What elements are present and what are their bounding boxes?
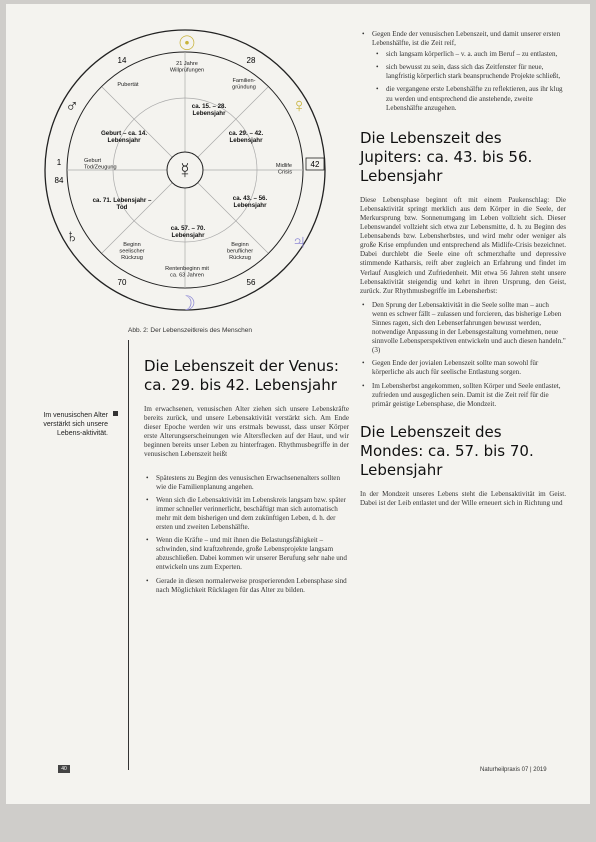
label-line: Beginn — [123, 242, 141, 248]
page-number-badge — [58, 765, 70, 773]
list-item-text: Gegen Ende der venusischen Lebenszeit, und damit unserer ersten Lebenshälfte, ist die Zeit reif, — [372, 30, 561, 48]
life-cycle-diagram — [24, 20, 344, 330]
label-21-jahre — [170, 61, 204, 73]
label-geburt-tod — [84, 158, 117, 170]
saturn-icon: ♄ — [65, 226, 79, 246]
age-84: 84 — [54, 176, 64, 185]
label-line: Rentenbeginn mit — [165, 266, 209, 272]
label-line: 21 Jahre — [176, 61, 198, 67]
label-geburt-14 — [101, 130, 147, 144]
sub-list-item: • die vergangene erste Lebenshälfte zu reflektieren, aus ihr klug zu werden und entsprechend die anstehende, zweite Lebenshälfte anzugehen. — [386, 85, 566, 112]
label-line: beruflicher — [226, 248, 254, 255]
venus-list — [144, 474, 349, 595]
label-line: Willprüfungen — [169, 67, 205, 74]
age-28: 28 — [246, 56, 256, 65]
jupiter-paragraph: Diese Lebensphase beginnt oft mit einem Paukenschlag: Die Lebensaktivität springt merklich aus dem Körper in die Seele, der Merkursprung bzw. Sonnenumgang im Leben vollzieht sich. Dieser Lebenswandel vollzieht sich etwa zur Lebensmitte, d. h. zu Beginn des Lebensabends bzw. Lebensherbstes, und wird mehr oder weniger als große Krise empfunden und entsprechend als Midlife-Crisis bezeichnet. Dabei durchlebt die Seele eine oft schmerzhafte und depressive stimmende Katharsis, reift aber zugleich an Erfahrung und findet im Verlauf Ausgleich und Zufriedenheit. Mit etwa 56 Jahren steht unsere Lebensaktivität steigendig und kehrt in ihren Ursprung, den Geist, zurück. Zur Rhythmusbegriffe im Lebensherbst: — [360, 195, 566, 295]
mars-icon: ♂ — [65, 96, 79, 116]
label-familiengruendung — [232, 78, 256, 90]
sub-list — [372, 50, 566, 113]
page-number: 40 — [61, 766, 67, 772]
label-line: Lebensjahr — [192, 110, 226, 118]
venus-icon: ♀ — [291, 95, 307, 117]
label-midlife-crisis — [276, 163, 292, 175]
age-70: 70 — [117, 278, 127, 287]
magazine-footer: Naturheilpraxis 07 | 2019 — [480, 767, 547, 773]
age-14: 14 — [117, 56, 127, 65]
label-line: Lebensjahr — [229, 137, 263, 145]
jupiter-list — [360, 301, 566, 409]
sidebar-note: Im venusischen Alter verstärkt sich unsere Lebens-aktivität. — [43, 412, 108, 437]
venus-heading: Die Lebenszeit der Venus: ca. 29. bis 42. Lebensjahr — [144, 357, 339, 394]
jupiter-icon: ♃ — [291, 231, 307, 253]
label-line: Midlife — [275, 163, 292, 169]
label-15-28 — [192, 103, 227, 117]
label-beruflicher-rueckzug — [227, 242, 253, 261]
label-line: Pubertät — [117, 82, 139, 88]
label-line: Crisis — [278, 169, 292, 176]
left-column — [144, 357, 349, 603]
label-line: Rückzug — [229, 254, 251, 261]
label-43-56 — [233, 195, 268, 209]
age-1: 1 — [56, 158, 62, 167]
venus-paragraph: Im erwachsenen, venusischen Alter ziehen sich unsere Lebenskräfte bereits zurück, und unsere Lebensaktivität verstärkt sich. Am Ende dieser Epoche werden wir uns erstmals bewusst, dass unser Körper erste Alterungserscheinungen wie Altersflecken auf der Haut, und wir beginnen bereits unser Leben zu hinterfragen. Rhythmusbegriffe in der venusischen Lebenszeit heißt — [144, 405, 349, 459]
list-item: • Gegen Ende der jovialen Lebenszeit sollte man sowohl für körperliche als auch für seelische Entlastung sorgen. — [372, 359, 566, 377]
label-seelischer-rueckzug — [119, 242, 144, 261]
mercury-icon: ☿ — [176, 158, 194, 183]
sun-icon: ☉ — [178, 33, 196, 55]
label-57-70 — [171, 225, 206, 239]
list-item: • Wenn sich die Lebensaktivität im Lebenskreis langsam bzw. später immer schneller verinnerlicht, beschäftigt man sich automatisch mehr mit dem bisherigen und dem zukünftigen Leben, d. h. der ersten und zweiten Lebenshälfte. — [156, 496, 349, 532]
label-line: Lebensjahr — [107, 137, 141, 145]
moon-icon: ☽ — [178, 293, 196, 315]
right-column — [360, 30, 566, 513]
label-line: Tod/Zeugung — [84, 164, 117, 171]
age-56: 56 — [246, 278, 256, 287]
list-item — [372, 30, 566, 113]
list-item: • Im Lebensherbst angekommen, sollten Körper und Seele entlastet, zufrieden und ausgeglichen sein. Damit ist die Zeit reif für die primär geistige Lebensphase, die Mondzeit. — [372, 382, 566, 409]
label-line: Familien- — [232, 78, 256, 84]
label-line: seelischer — [119, 248, 145, 255]
label-line: Tod — [116, 204, 128, 212]
label-29-42 — [229, 130, 264, 144]
sub-list-item: • sich bewusst zu sein, dass sich das Zeitfenster für neue, langfristig körperlich stark beanspruchende Projekte schließt, — [386, 63, 566, 81]
label-line: ca. 57. – 70. — [170, 225, 206, 232]
label-line: Rückzug — [121, 254, 143, 261]
list-item: • Spätestens zu Beginn des venusischen Erwachsenenalters sollten wie die Familienplanung angehen. — [156, 474, 349, 492]
label-rentenbeginn — [165, 266, 209, 278]
age-42: 42 — [310, 160, 320, 169]
moon-heading: Die Lebenszeit des Mondes: ca. 57. bis 70. Lebensjahr — [360, 422, 534, 479]
column-rule — [128, 340, 129, 770]
label-line: ca. 15. – 28. — [191, 103, 227, 110]
label-line: Beginn — [231, 242, 249, 248]
label-71-tod — [93, 197, 152, 211]
label-line: ca. 29. – 42. — [228, 130, 264, 137]
moon-paragraph: In der Mondzeit unseres Lebens steht die Lebensaktivität im Geist. Dabei ist der Leib entlastet und der Wille erneuert sich in Richtung und — [360, 489, 566, 507]
label-line: ca. 71. Lebensjahr – — [92, 197, 152, 204]
label-pubertaet — [117, 82, 139, 88]
label-line: Geburt — [84, 158, 102, 164]
list-item: • Wenn die Kräfte – und mit ihnen die Belastungsfähigkeit – schwinden, sind kraftzehrende, große Lebensprojekte langsam abzuschließen. Dabei kommen wir unserer Berufung sehr nahe und entwickeln uns zum Experten. — [156, 536, 349, 572]
label-line: gründung — [232, 84, 256, 91]
venus-end-list — [360, 30, 566, 113]
sidebar-bullet-icon — [113, 411, 118, 416]
label-line: Geburt – ca. 14. — [100, 130, 148, 137]
list-item: • Den Sprung der Lebensaktivität in die Seele sollte man – auch wenn es schwer fällt – zulassen und forcieren, das bisherige Leben Sinnes ragen, sich den Lebenserfahrungen bewusst werden, notwendige Anpassung in der Lebensgestaltung vornehmen, neue sinnvolle Lebensperspektiven entwickeln und auch diesen handeln." (3) — [372, 301, 566, 356]
label-line: Lebensjahr — [233, 202, 267, 210]
label-line: ca. 43. – 56. — [232, 195, 268, 202]
label-line: ca. 63 Jahren — [170, 272, 204, 279]
label-line: Lebensjahr — [171, 232, 205, 240]
jupiter-heading: Die Lebenszeit des Jupiters: ca. 43. bis 56. Lebensjahr — [360, 128, 533, 185]
sub-list-item: • sich langsam körperlich – v. a. auch im Beruf – zu entlasten, — [386, 50, 566, 59]
list-item: • Gerade in diesen normalerweise prosperierenden Lebensphase sind nach Möglichkeit Rücklagen für das Alter zu bilden. — [156, 577, 349, 595]
figure-caption: Abb. 2: Der Lebenszeitkreis des Menschen — [128, 327, 252, 334]
